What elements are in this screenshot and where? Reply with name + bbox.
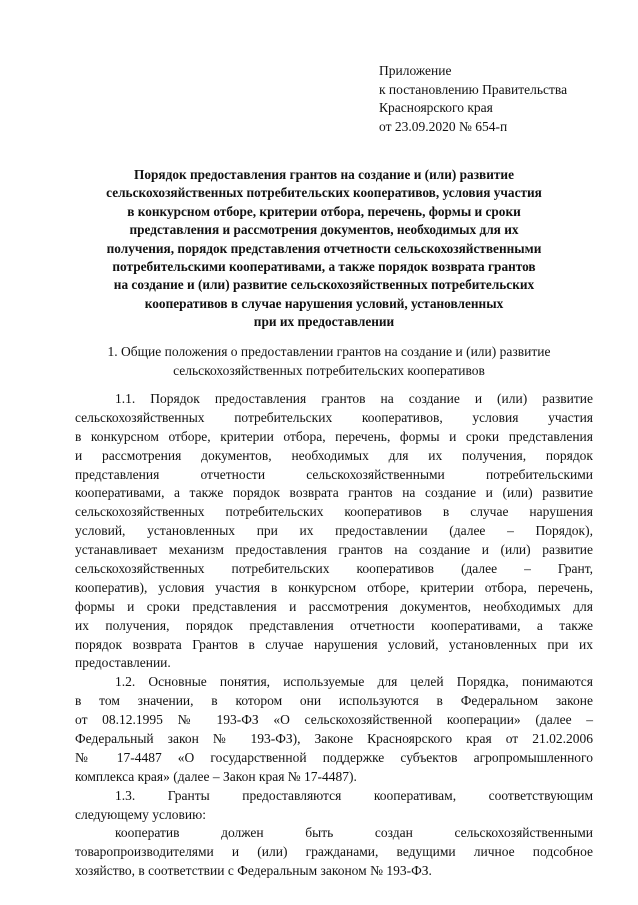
appendix-line: Красноярского края	[379, 100, 493, 115]
paragraph-1-1-line: условий, установленных при их предоставлении (далее – Порядок),	[75, 523, 593, 539]
section-heading-line: 1. Общие положения о предоставлении грантов на создание и (или) развитие	[107, 344, 551, 359]
title-line: сельскохозяйственных потребительских кооперативов, условия участия	[106, 185, 542, 201]
paragraph-1-1-line: сельскохозяйственных потребительских кооперативов, условия участия	[75, 409, 593, 425]
body-text	[75, 390, 593, 881]
paragraph-condition-line: товаропроизводителями и (или) гражданами, ведущими личное подсобное	[75, 844, 593, 860]
paragraph-1-1-line: и рассмотрения документов, необходимых для их получения, порядок	[75, 447, 593, 463]
title-line: в конкурсном отборе, критерии отбора, перечень, формы и сроки	[127, 203, 521, 219]
title-line: на создание и (или) развитие сельскохозяйственных потребительских	[113, 277, 535, 293]
paragraph-1-2-line: Федеральный закон № 193-ФЗ), Законе Красноярского края от 21.02.2006	[75, 731, 593, 747]
paragraph-1-1-line: сельскохозяйственных потребительских кооперативов (далее – Грант,	[75, 561, 593, 577]
document-title	[74, 166, 574, 332]
paragraph-1-1-line: формы и сроки представления и рассмотрения документов, необходимых для	[75, 598, 593, 614]
paragraph-condition-line: хозяйство, в соответствии с Федеральным законом № 193-ФЗ.	[75, 863, 432, 879]
paragraph-1-1-line: 1.1. Порядок предоставления грантов на создание и (или) развитие	[115, 391, 593, 406]
paragraph-1-3-line: следующему условию:	[75, 806, 206, 822]
paragraph-1-1-line: устанавливает механизм предоставления грантов на создание и (или) развитие	[75, 542, 593, 558]
paragraph-1-1-line: сельскохозяйственных потребительских кооперативов в случае нарушения	[75, 504, 593, 520]
section-heading	[62, 343, 596, 380]
paragraph-1-1-line: представления отчетности сельскохозяйственными потребительскими	[75, 466, 593, 482]
paragraph-1-2-line: 1.2. Основные понятия, используемые для целей Порядка, понимаются	[115, 674, 593, 690]
title-line: получения, порядок представления отчетности сельскохозяйственными	[106, 240, 542, 256]
appendix-line: к постановлению Правительства	[379, 81, 568, 97]
paragraph-1-2-line: от 08.12.1995 № 193-ФЗ «О сельскохозяйственной кооперации» (далее –	[75, 712, 593, 728]
appendix-line: от 23.09.2020 № 654-п	[379, 118, 508, 134]
paragraph-1-2-line: в том значении, в котором они используются в Федеральном законе	[75, 693, 593, 709]
paragraph-1-1-line: их получения, порядок представления отчетности кооперативами, а также	[75, 617, 593, 633]
title-line: Порядок предоставления грантов на создание и (или) развитие	[134, 167, 514, 182]
paragraph-1-1-line: порядок возврата Грантов в случае нарушения условий, установленных при их	[75, 636, 593, 652]
paragraph-condition-line: кооператив должен быть создан сельскохозяйственными	[115, 825, 593, 841]
paragraph-1-1-line: в конкурсном отборе, критерии отбора, перечень, формы и сроки представления	[75, 428, 593, 444]
paragraph-1-2-line: № 17-4487 «О государственной поддержке субъектов агропромышленного	[75, 749, 593, 765]
appendix-block	[379, 62, 619, 136]
paragraph-1-1-line: кооператив), условия участия в конкурсном отборе, критерии отбора, перечень,	[75, 579, 593, 595]
title-line: представления и рассмотрения документов, необходимых для их	[129, 222, 519, 238]
paragraph-1-1-line: предоставлении.	[75, 655, 171, 671]
title-line: потребительскими кооперативами, а также порядок возврата грантов	[112, 259, 536, 275]
appendix-line: Приложение	[379, 63, 452, 78]
paragraph-1-2-line: комплекса края» (далее – Закон края № 17-4487).	[75, 768, 357, 784]
paragraph-1-1-line: кооперативами, а также порядок возврата грантов на создание и (или) развитие	[75, 485, 593, 501]
title-line: кооперативов в случае нарушения условий, установленных	[144, 295, 504, 311]
title-line: при их предоставлении	[253, 314, 395, 330]
section-heading-line: сельскохозяйственных потребительских кооперативов	[173, 362, 485, 378]
paragraph-1-3-line: 1.3. Гранты предоставляются кооперативам, соответствующим	[115, 787, 593, 803]
